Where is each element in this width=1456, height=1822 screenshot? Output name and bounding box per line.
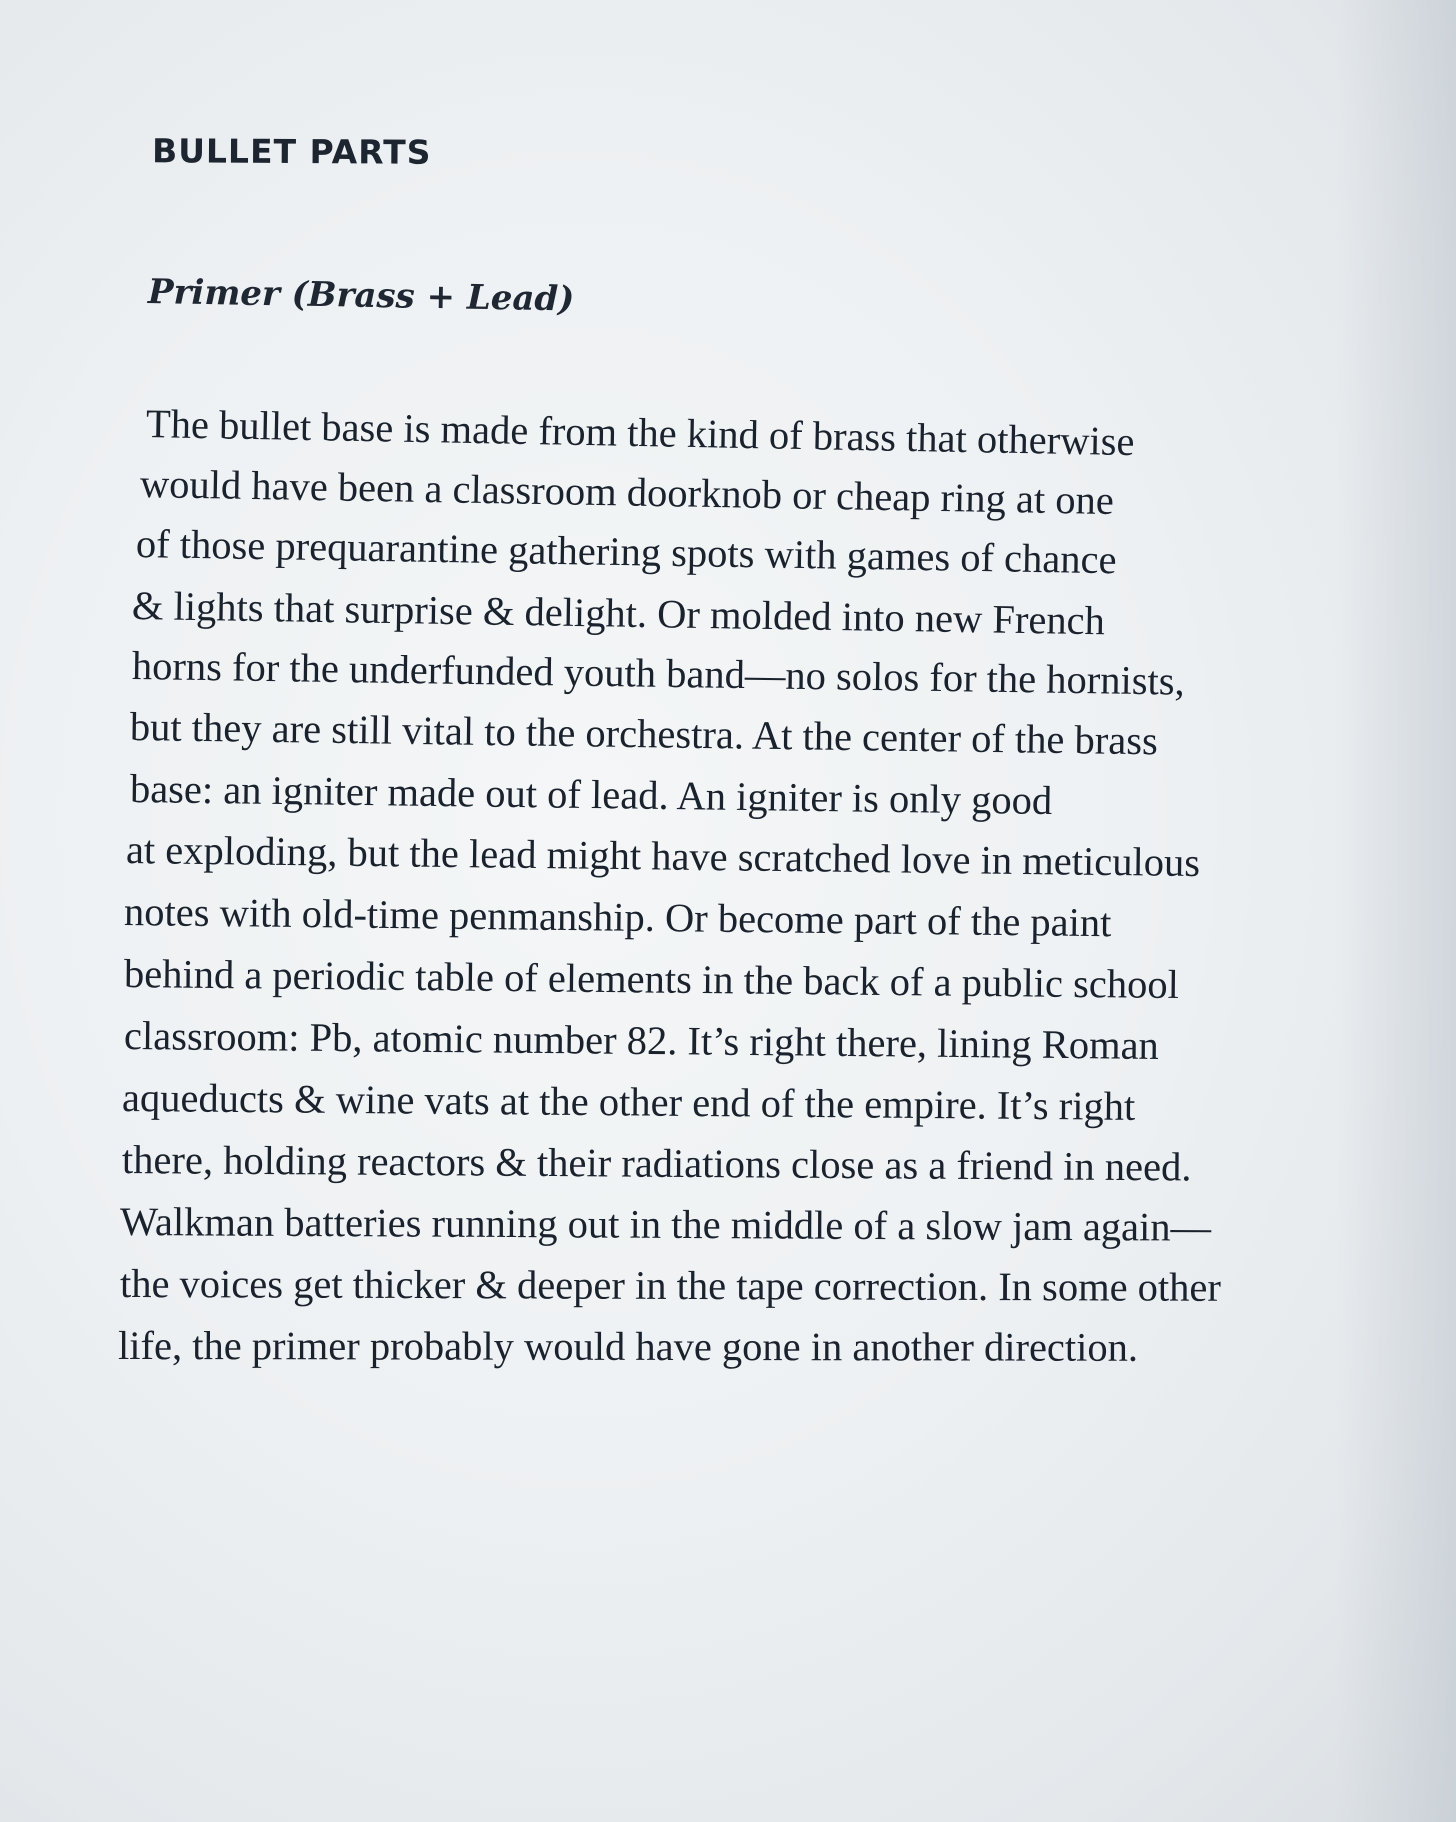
section-heading: BULLET PARTS bbox=[151, 131, 432, 172]
text-line: would have been a classroom doorknob or cheap ring at one bbox=[139, 461, 1115, 523]
text-line: of those prequarantine gathering spots with games of chance bbox=[135, 521, 1117, 583]
text-line: there, holding reactors & their radiations close as a friend in need. bbox=[121, 1137, 1192, 1190]
text-line: the voices get thicker & deeper in the tape correction. In some other bbox=[119, 1261, 1222, 1310]
text-line: classroom: Pb, atomic number 82. It’s right there, lining Roman bbox=[123, 1013, 1160, 1068]
text-line: behind a periodic table of elements in the back of a public school bbox=[123, 951, 1180, 1008]
text-line: at exploding, but the lead might have scratched love in meticulous bbox=[125, 827, 1201, 886]
text-line: Walkman batteries running out in the middle of a slow jam again— bbox=[119, 1199, 1212, 1250]
text-line: life, the primer probably would have gone in another direction. bbox=[117, 1323, 1139, 1370]
subsection-title: Primer (Brass + Lead) bbox=[147, 272, 575, 320]
text-line: aqueducts & wine vats at the other end of the empire. It’s right bbox=[121, 1075, 1136, 1129]
text-line: notes with old-time penmanship. Or become part of the paint bbox=[123, 889, 1112, 946]
text-line: horns for the underfunded youth band—no solos for the hornists, bbox=[131, 643, 1186, 704]
text-line: & lights that surprise & delight. Or molded into new French bbox=[131, 583, 1106, 644]
text-line: but they are still vital to the orchestra. At the center of the brass bbox=[129, 704, 1159, 764]
text-line: base: an igniter made out of lead. An igniter is only good bbox=[129, 766, 1053, 824]
text-line: The bullet base is made from the kind of brass that otherwise bbox=[145, 401, 1135, 465]
